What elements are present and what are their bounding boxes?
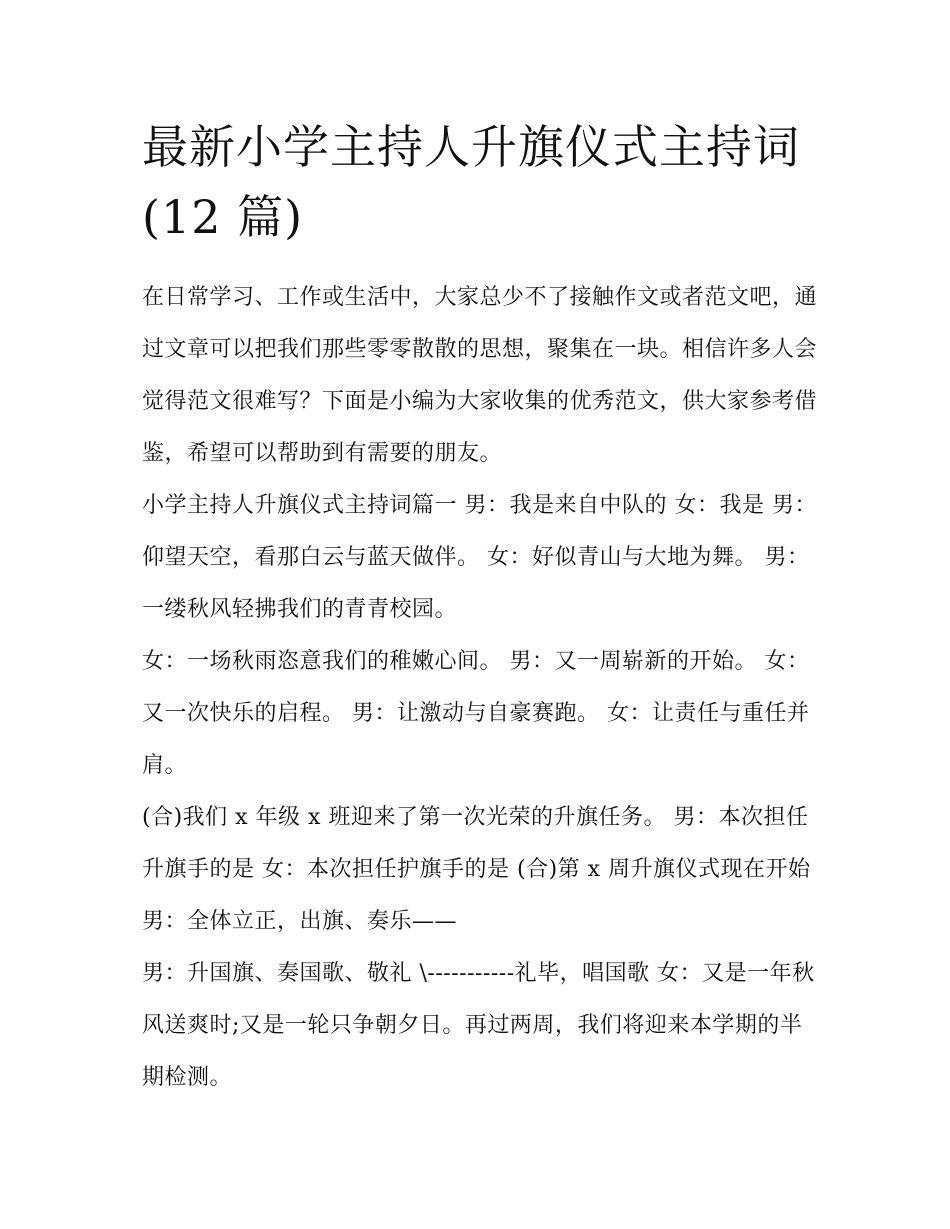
document-title: 最新小学主持人升旗仪式主持词(12 篇) xyxy=(142,120,800,244)
paragraph-opening-dialogue: 小学主持人升旗仪式主持词篇一 男：我是来自中队的 女：我是 男：仰望天空，看那白云与蓝天做伴。 女：好似青山与大地为舞。 男：一缕秋风轻拂我们的青青校园。 xyxy=(142,493,817,622)
paragraph-flag-ceremony-start: (合)我们 x 年级 x 班迎来了第一次光荣的升旗任务。 男：本次担任升旗手的是 女：本次担任护旗手的是 (合)第 x 周升旗仪式现在开始 男：全体立正，出旗、奏乐—— xyxy=(142,805,811,934)
paragraph-anthem: 男：升国旗、奏国歌、敬礼 \-----------礼毕，唱国歌 女：又是一年秋风送爽时;又是一轮只争朝夕日。再过两周，我们将迎来本学期的半期检测。 xyxy=(142,961,815,1090)
paragraph-intro: 在日常学习、工作或生活中，大家总少不了接触作文或者范文吧，通过文章可以把我们那些零零散散的思想，聚集在一块。相信许多人会觉得范文很难写？下面是小编为大家收集的优秀范文，供大家参考借鉴，希望可以帮助到有需要的朋友。 xyxy=(142,285,818,466)
document-body xyxy=(142,272,817,1104)
document-page xyxy=(142,112,817,1104)
paragraph-autumn-dialogue: 女：一场秋雨恣意我们的稚嫩心间。 男：又一周崭新的开始。 女：又一次快乐的启程。 男：让激动与自豪赛跑。 女：让责任与重任并肩。 xyxy=(142,649,810,778)
